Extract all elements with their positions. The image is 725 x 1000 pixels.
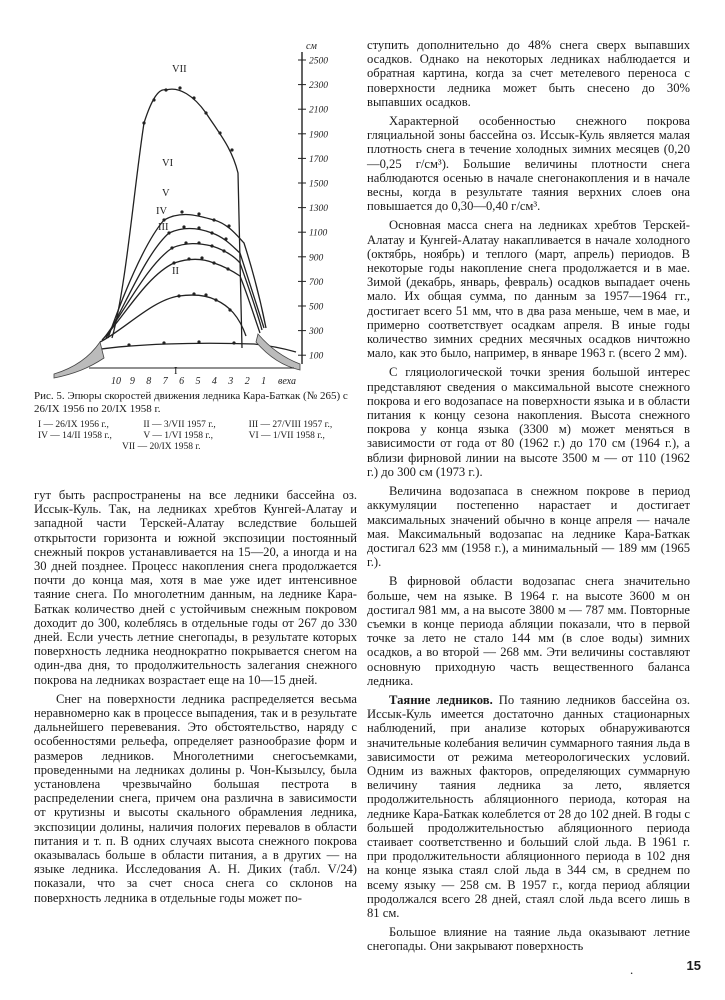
legend-entry: III — 27/VIII 1957 г., — [248, 420, 333, 430]
figure-velocity-diagram — [34, 38, 356, 484]
x-axis-label: 6 — [179, 376, 185, 387]
velocity-diagram-svg — [34, 38, 356, 388]
scale-label: 1700 — [309, 154, 328, 165]
scale-unit-label: см — [306, 41, 317, 52]
scale-label: 500 — [309, 302, 324, 313]
curve-label: VI — [162, 158, 174, 169]
paragraph-melting — [367, 693, 690, 920]
legend-entry: V — 1/VI 1958 г., — [143, 431, 214, 441]
paragraph: Большое влияние на таяние льда оказывают летние снегопады. Они закрывают поверхность — [367, 925, 690, 954]
paragraph-body: По таянию ледников бассейна оз. Иссык-Куль имеется достаточно данных стационарных наблюдений, при анализе которых обнаруживаются значительные колебания величин суммарного таяния льда в зависимости от режима метеорологических условий. Одним из важных факторов, определяющих суммарную величину таяния ледника за лето, является продолжительность абляционного периода, которая на леднике Кара-Баткак колеблется от 28 до 102 дней. В годы с большей продолжительностью абляционного периода стаивает соответственно и больший слой льда. В 1961 г. при продолжительности абляционного периода в 102 дня на конце языка стаял слой льда в 344 см, в среднем по всему языку — 258 см. В 1957 г., когда период абляции продолжался всего 28 дней, стаял слой льда всего лишь в 81 см. — [367, 692, 691, 920]
curve-node — [222, 249, 225, 252]
curve-node — [210, 244, 213, 247]
curve-node — [192, 292, 195, 295]
scale-label: 300 — [309, 327, 324, 338]
paragraph: Основная масса снега на ледниках хребтов Терскей-Алатау и Кунгей-Алатау накапливается в начале холодного (октябрь, ноябрь) и теплого (март, апрель) периодов. В некоторые годы накопление снега продолжается и в мае. Зимой (декабрь, январь, февраль) осадков выпадает очень мало. Их общая сумма, по данным за 1957—1964 гг., достигает всего 51 мм, что в два раза меньше, чем в мае, и примерно соответствует осадкам апреля. В иные годы количество зимних средних месячных осадков ничтожно мало, как это было, например, в январе 1963 г. (всего 2 мм). — [367, 218, 690, 361]
paragraph: гут быть распространены на все ледники бассейна оз. Иссык-Куль. Так, на ледниках хребтов Кунгей-Алатау и западной части Терскей-Алатау вследствие большей открытости горизонта и южной экспозиции постоянный снежный покров устанавливается на 15—20, а иногда и на 30 дней позднее. Процесс накопления снега продолжается почти до конца мая, хотя в мае уже идет интенсивное таяние снега. По многолетним данным, на леднике Кара-Баткак количество дней с устойчивым снежным покровом доходит до 300, колеблясь в отдельные годы от 267 до 330 дней. Если учесть летние снегопады, в результате которых поверхность ледника неоднократно покрывается снегом на один-два дня, то продолжительность залегания снежного покрова на ледниках возрастает еще на 10—15 дней. — [34, 488, 357, 687]
curve-node — [152, 98, 155, 101]
scale-label: 700 — [309, 277, 324, 288]
curve-node — [204, 293, 207, 296]
curve-label: I — [174, 366, 178, 377]
scale-label: 1300 — [309, 204, 328, 215]
curve-node — [142, 121, 145, 124]
scale-label: 2100 — [309, 105, 328, 116]
x-axis-label: 1 — [261, 376, 267, 387]
curve-node — [197, 226, 200, 229]
legend-entry: I — 26/IX 1956 г., — [38, 420, 109, 430]
left-text-column — [34, 488, 357, 910]
curve-node — [197, 340, 200, 343]
curve-node — [226, 267, 229, 270]
curve-label: VII — [172, 64, 187, 75]
x-axis-label: 3 — [228, 376, 234, 387]
scale-label: 2300 — [309, 81, 328, 92]
curve-node — [218, 131, 221, 134]
legend-entry: II — 3/VII 1957 г., — [143, 420, 216, 430]
curve-node — [182, 225, 185, 228]
x-axis-label: 10 — [111, 376, 121, 387]
x-axis-label: 5 — [195, 376, 201, 387]
curve-node — [214, 298, 217, 301]
velocity-curve — [108, 215, 266, 338]
x-axis-label: 8 — [146, 376, 152, 387]
curve-node — [162, 341, 165, 344]
curve-node — [192, 96, 195, 99]
curve-node — [187, 257, 190, 260]
curve-node — [230, 148, 233, 151]
curve-node — [227, 224, 230, 227]
x-axis-label: 9 — [129, 376, 135, 387]
curve-label: V — [162, 188, 170, 199]
velocity-curves — [54, 86, 300, 378]
curve-node — [180, 210, 183, 213]
legend-entry: IV — 14/II 1958 г., — [38, 431, 112, 441]
curve-node — [224, 237, 227, 240]
paragraph: Снег на поверхности ледника распределяется весьма неравномерно как в процессе выпадения, так и в результате дальнейшего перевевания. Это обстоятельство, наряду с особенностями рельефа, определяет разнообразие форм и размеров ледников. Многолетними снегосъемками, проведенными на ледниках долины р. Чон-Кызылсу, была установлена чрезвычайно большая пестрота в распределении снега, причем она различна в зависимости от крутизны и высоты скального обрамления ледника, экспозиции долины, наличия полоғих перевалов в области питания и т. п. В одних случаях высота снежного покрова оказывалась больше в области питания, а в других — на языке ледника. Исследования А. Н. Диких (табл. V/24) показали, что за счет сноса снега со склонов на поверхность ледника в отдельные годы может по- — [34, 691, 357, 905]
x-axis-unit: веха — [278, 376, 296, 387]
left-bank-shading — [54, 342, 104, 378]
x-axis-label: 2 — [244, 376, 250, 387]
curve-node — [228, 308, 231, 311]
curve-label: II — [172, 266, 179, 277]
paragraph: Характерной особенностью снежного покрова гляциальной зоны бассейна оз. Иссык-Куль является малая плотность снега в течение холодных зимних месяцев (0,20—0,25 г/см³). Большие величины плотности снега наблюдаются осенью в начале снегонакопления и в начале весны, когда в результате таяния верхних слоев она повышается до 0,30—0,40 г/см³. — [367, 114, 690, 214]
curve-label: IV — [156, 206, 168, 217]
curve-node — [197, 241, 200, 244]
paragraph: С гляциологической точки зрения большой интерес представляют сведения о максимальной высоте снежного покрова и его водозапасе на поверхности языка и в области питания к концу сезона накопления. Высота снежного покрова у конца языка (3300 м) может меняться в зависимости от года от 80 (1962 г.) до 170 см (1964 г.), а вблизи фирновой линии на высоте 3500 м — от 110 (1962 г.) до 300 см (1973 г.). — [367, 365, 690, 479]
legend-row — [34, 431, 354, 442]
curve-node — [204, 111, 207, 114]
vertical-scale — [298, 41, 328, 364]
curve-node — [212, 261, 215, 264]
right-text-column — [367, 38, 690, 959]
curve-node — [172, 261, 175, 264]
paragraph: ступить дополнительно до 48% снега сверх выпавших осадков. Однако на некоторых ледниках наблюдается и обратная картина, когда за счет метелевого переноса с поверхности ледника может быть снесено до 30% выпавших осадков. — [367, 38, 690, 109]
legend-row — [34, 442, 354, 453]
curve-node — [200, 256, 203, 259]
curve-node — [212, 218, 215, 221]
diagram-labels — [111, 64, 296, 387]
scale-label: 2500 — [309, 56, 328, 67]
scale-label: 100 — [309, 351, 324, 362]
paragraph: В фирновой области водозапас снега значительно больше, чем на языке. В 1964 г. на высоте 3600 м он достигал 981 мм, а на высоте 3800 м — 787 мм. Повторные съемки в конце периода абляции показали, что в первой точке за лето не стало 144 мм (в слое воды) зимних осадков, а во второй — 268 мм. Эти величины составляют основную приходную часть вещественного баланса ледника. — [367, 574, 690, 688]
curve-node — [197, 212, 200, 215]
curve-node — [177, 294, 180, 297]
x-axis-label: 4 — [211, 376, 217, 387]
curve-node — [164, 88, 167, 91]
print-dot: . — [630, 962, 634, 977]
curve-node — [232, 341, 235, 344]
curve-node — [210, 231, 213, 234]
scale-label: 1500 — [309, 179, 328, 190]
x-axis-label: 7 — [162, 376, 168, 387]
legend-entry: VI — 1/VII 1958 г., — [248, 431, 325, 441]
curve-node — [127, 343, 130, 346]
curve-node — [170, 246, 173, 249]
legend-row — [34, 420, 354, 431]
page-number: 15 — [686, 958, 701, 973]
scale-label: 900 — [309, 253, 324, 264]
curve-label: III — [158, 222, 169, 233]
figure-legend — [34, 420, 354, 453]
scale-label: 1100 — [309, 228, 328, 239]
legend-entry: VII — 20/IX 1958 г. — [122, 442, 201, 452]
figure-caption: Рис. 5. Эпюры скоростей движения ледника Кара-Баткак (№ 265) с 26/IX 1956 по 20/IX 1958 г. — [34, 390, 348, 415]
paragraph: Величина водозапаса в снежном покрове в период аккумуляции постепенно нарастает и достигает максимальных значений обычно в конце апреля — начале мая. Максимальный водозапас на леднике Кара-Баткак достигал 623 мм (1958 г.), а минимальный — 189 мм (1965 г.). — [367, 484, 690, 570]
section-heading: Таяние ледников. — [389, 692, 493, 707]
scale-label: 1900 — [309, 130, 328, 141]
curve-node — [178, 86, 181, 89]
curve-node — [184, 241, 187, 244]
velocity-curve — [112, 89, 242, 348]
right-bank-shading — [256, 334, 300, 370]
